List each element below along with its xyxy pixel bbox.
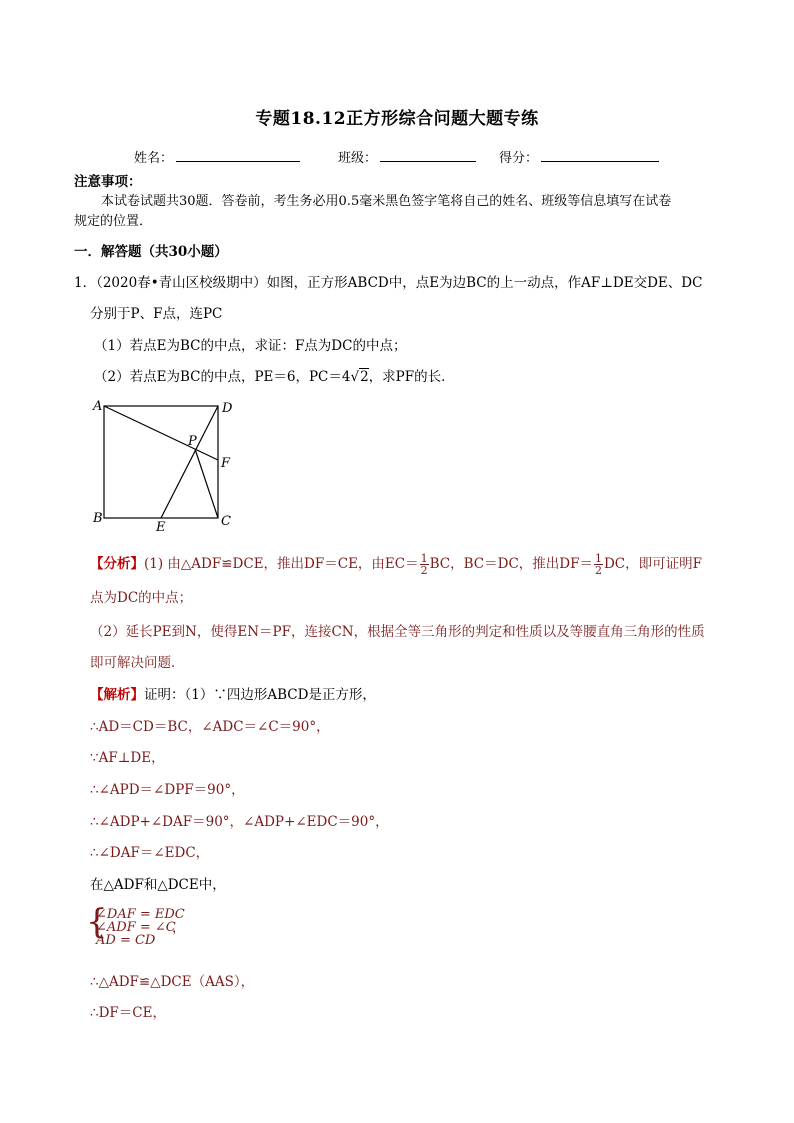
solution-intro-text: 证明：（1）∵四边形ABCD是正方形， — [144, 687, 376, 703]
score-field[interactable] — [499, 147, 659, 166]
fraction-num-2: 1 — [594, 552, 602, 565]
square-figure — [88, 395, 248, 535]
analysis-text-b: BC，BC＝DC，推出DF＝ — [429, 556, 593, 572]
label-a: A — [93, 399, 103, 414]
class-blank[interactable] — [380, 148, 476, 162]
sqrt-radicand: 2 — [360, 369, 369, 385]
analysis-line-2: 点为DC的中点； — [90, 590, 193, 606]
system-end: ， — [172, 920, 186, 936]
fraction-den-1: 2 — [420, 564, 428, 577]
analysis-line-3: （2）延长PE到N，使得EN＝PF，连接CN，根据全等三角形的判定和性质以及等腰直角三角形的性质 — [90, 624, 705, 640]
segment-af — [104, 406, 218, 460]
label-b: B — [93, 511, 103, 526]
score-label: 得分： — [499, 151, 539, 166]
solution-step-5: ∴∠DAF＝∠EDC， — [90, 845, 210, 861]
fraction-half-1 — [420, 553, 429, 576]
solution-step-8: ∴DF＝CE， — [90, 1005, 166, 1021]
name-field[interactable] — [134, 147, 300, 166]
system-eq-1: ∠DAF = EDC — [96, 907, 185, 922]
solution-step-4: ∴∠ADP+∠DAF＝90°，∠ADP+∠EDC＝90°， — [90, 814, 389, 830]
solution-step-3: ∴∠APD＝∠DPF＝90°， — [90, 782, 245, 798]
fraction-den-2: 2 — [594, 564, 602, 577]
analysis-tag: 【分析】 — [90, 556, 144, 572]
system-eq-2: ∠ADF = ∠C — [96, 920, 176, 935]
problem-part-2 — [94, 367, 455, 387]
label-p: P — [188, 434, 197, 449]
class-label: 班级： — [338, 151, 378, 166]
system-eq-3: AD = CD — [96, 933, 156, 948]
square-abcd — [104, 406, 218, 518]
label-e: E — [156, 520, 166, 535]
segment-pc — [195, 449, 218, 518]
solution-step-6: 在△ADF和△DCE中， — [90, 877, 226, 893]
score-blank[interactable] — [541, 148, 659, 162]
analysis-text-c: DC，即可证明F — [603, 556, 703, 572]
fraction-num-1: 1 — [420, 552, 428, 565]
name-blank[interactable] — [176, 148, 300, 162]
solution-tag: 【解析】 — [90, 687, 144, 703]
solution-step-7: ∴△ADF≌△DCE（AAS）， — [90, 974, 255, 990]
solution-intro — [90, 685, 376, 705]
label-c: C — [221, 514, 231, 529]
analysis-line-1 — [90, 553, 702, 576]
name-label: 姓名： — [134, 151, 174, 166]
page-title: 专题18.12正方形综合问题大题专练 — [255, 109, 539, 129]
part2-suffix: ，求PF的长． — [368, 369, 455, 385]
problem-line-2: 分别于P、F点，连PC — [90, 306, 223, 322]
notice-heading: 注意事项： — [74, 174, 142, 190]
class-field[interactable] — [338, 147, 476, 166]
problem-part-1: （1）若点E为BC的中点，求证：F点为DC的中点； — [94, 338, 407, 354]
analysis-line-4: 即可解决问题． — [90, 655, 185, 671]
solution-step-2: ∵AF⊥DE， — [90, 750, 165, 766]
notice-line-2: 规定的位置． — [74, 214, 153, 229]
fraction-half-2 — [594, 553, 603, 576]
notice-line-1: 本试卷试题共30题．答卷前，考生务必用0.5毫米黑色签字笔将自己的姓名、班级等信息填写在试卷 — [101, 194, 672, 209]
part2-prefix: （2）若点E为BC的中点，PE＝6，PC＝4 — [94, 369, 351, 385]
section-heading: 一．解答题（共30小题） — [74, 244, 228, 260]
label-f: F — [221, 456, 231, 471]
sqrt-sign: √ — [350, 369, 360, 385]
system-brace: { — [86, 902, 108, 942]
problem-line-1: 1．（2020春•青山区校级期中）如图，正方形ABCD中，点E为边BC的上一动点，作AF⊥DE交DE、DC — [74, 275, 703, 291]
label-d: D — [222, 401, 233, 416]
analysis-text-a: (1) 由△ADF≌DCE，推出DF＝CE，由EC＝ — [144, 556, 419, 572]
segment-de — [161, 406, 218, 518]
solution-step-1: ∴AD＝CD＝BC，∠ADC＝∠C＝90°， — [90, 719, 330, 735]
